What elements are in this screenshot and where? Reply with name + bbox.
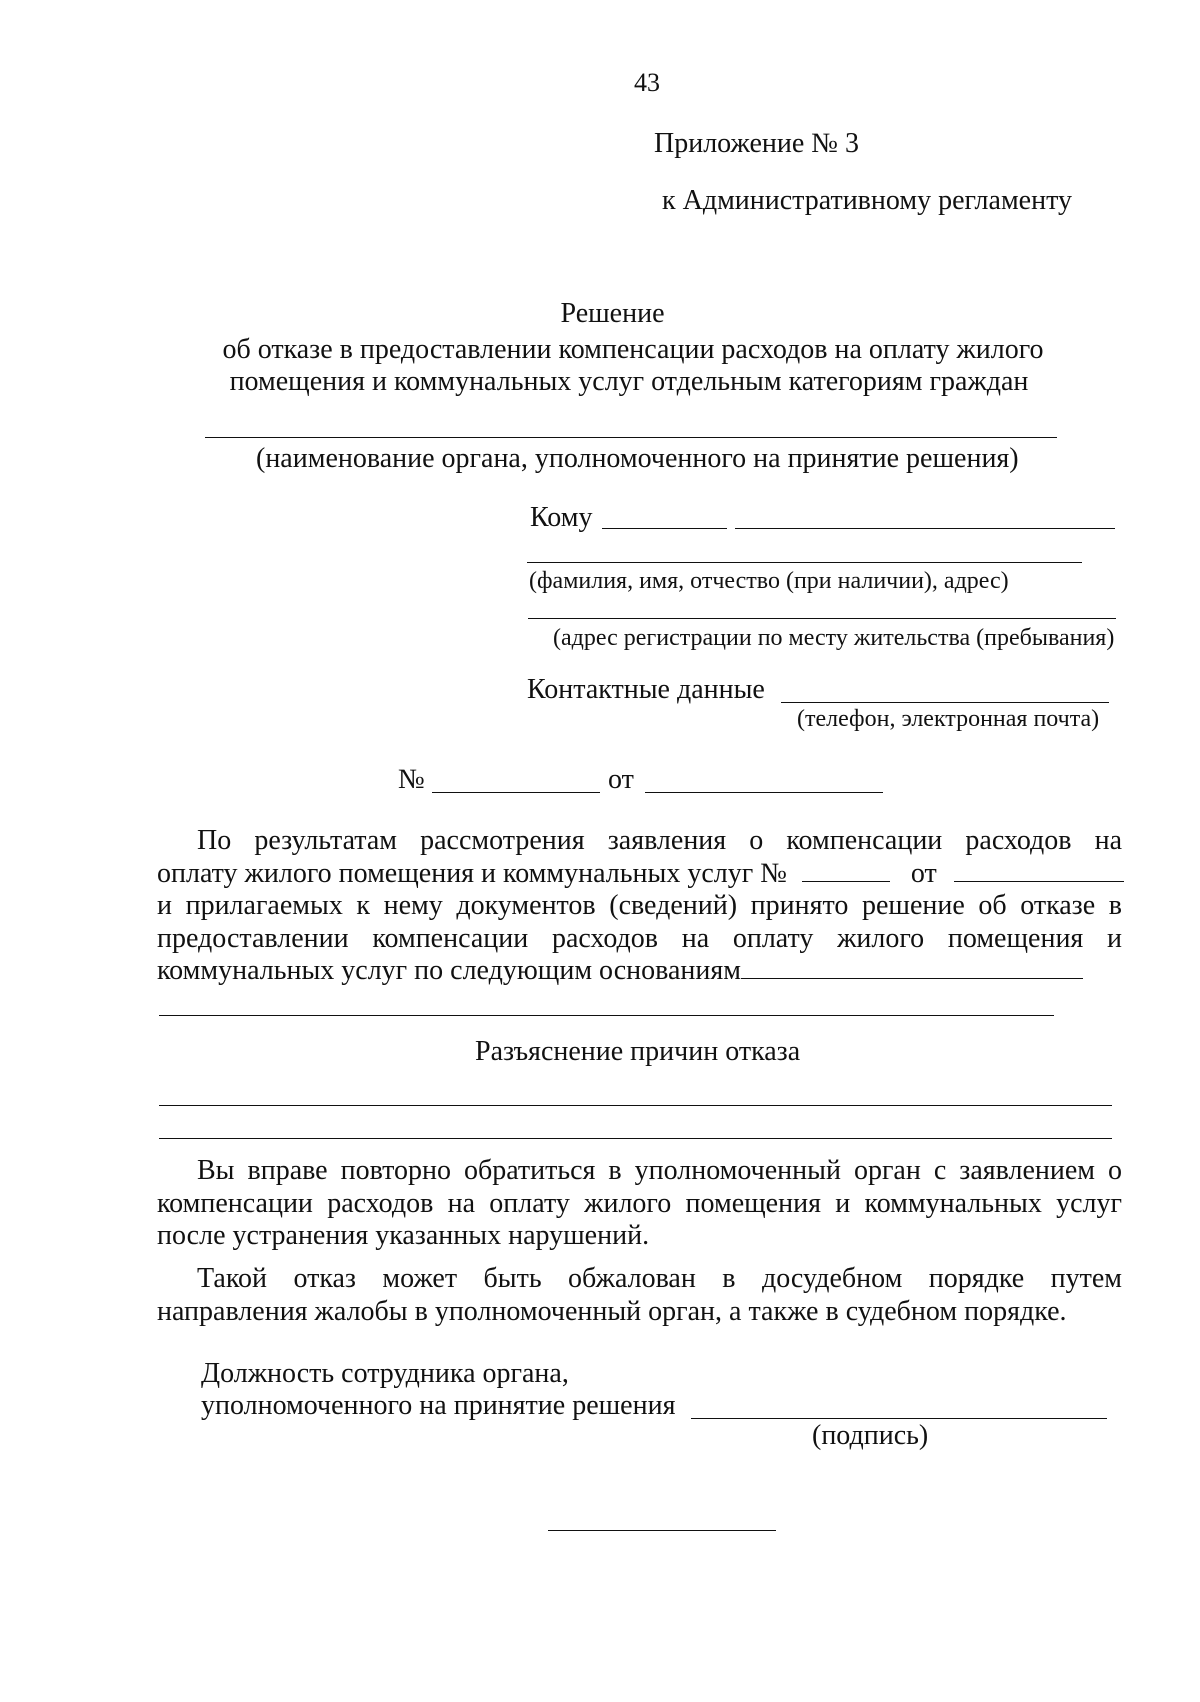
appendix-subtitle: к Административному регламенту bbox=[662, 185, 1072, 216]
recipient-label: Кому bbox=[530, 502, 593, 533]
signature-position-line2: уполномоченного на принятие решения bbox=[201, 1390, 676, 1421]
page-number: 43 bbox=[634, 68, 660, 97]
contacts-caption: (телефон, электронная почта) bbox=[797, 706, 1100, 732]
recipient-field-1[interactable] bbox=[602, 528, 727, 529]
grounds-line-2[interactable] bbox=[159, 1015, 1054, 1016]
appendix-title: Приложение № 3 bbox=[654, 128, 859, 159]
explanation-line-2[interactable] bbox=[159, 1138, 1112, 1139]
p2-line2: компенсации расходов на оплату жилого помещения и коммунальных услуг bbox=[157, 1187, 1122, 1219]
from-label: от bbox=[608, 764, 634, 795]
recipient-address-line[interactable] bbox=[528, 618, 1116, 619]
p2-line3: после устранения указанных нарушений. bbox=[157, 1220, 650, 1251]
contacts-label: Контактные данные bbox=[527, 674, 765, 705]
recipient-address-caption: (адрес регистрации по месту жительства (пребывания) bbox=[553, 625, 1115, 651]
application-date-field[interactable] bbox=[954, 859, 1124, 882]
number-sign: № bbox=[398, 764, 425, 795]
date-field[interactable] bbox=[645, 792, 883, 793]
decision-title: Решение bbox=[560, 298, 665, 329]
p2-line1: Вы вправе повторно обратиться в уполномоченный орган с заявлением о bbox=[197, 1155, 1122, 1186]
p1-line2-from: от bbox=[910, 857, 937, 889]
contacts-line[interactable] bbox=[781, 702, 1109, 703]
recipient-name-caption: (фамилия, имя, отчество (при наличии), адрес) bbox=[529, 568, 1009, 594]
recipient-name-line[interactable] bbox=[527, 562, 1082, 563]
p1-line2-text: оплату жилого помещения и коммунальных услуг № bbox=[157, 857, 787, 889]
decision-paragraph bbox=[157, 825, 1122, 988]
grounds-field[interactable] bbox=[741, 956, 1083, 979]
authority-line bbox=[205, 437, 1057, 438]
number-field[interactable] bbox=[432, 792, 600, 793]
authority-caption: (наименование органа, уполномоченного на принятие решения) bbox=[256, 443, 1019, 474]
explanation-title: Разъяснение причин отказа bbox=[475, 1036, 801, 1067]
appeal-paragraph bbox=[157, 1263, 1122, 1328]
closing-separator bbox=[548, 1530, 776, 1531]
recipient-field-2[interactable] bbox=[735, 528, 1115, 529]
p1-line4: предоставлении компенсации расходов на оплату жилого помещения и bbox=[157, 922, 1122, 954]
reapply-paragraph bbox=[157, 1155, 1122, 1253]
signature-position-line1: Должность сотрудника органа, bbox=[201, 1358, 569, 1389]
p1-line5: коммунальных услуг по следующим основаниям bbox=[157, 955, 741, 986]
p1-line3: и прилагаемых к нему документов (сведений) принято решение об отказе в bbox=[157, 890, 1122, 921]
p1-line1: По результатам рассмотрения заявления о компенсации расходов на bbox=[197, 825, 1122, 856]
p3-line1: Такой отказ может быть обжалован в досудебном порядке путем bbox=[197, 1263, 1122, 1294]
decision-subtitle-line1: об отказе в предоставлении компенсации расходов на оплату жилого bbox=[222, 334, 1044, 365]
explanation-line-1[interactable] bbox=[159, 1105, 1112, 1106]
signature-line[interactable] bbox=[691, 1418, 1107, 1419]
decision-subtitle-line2: помещения и коммунальных услуг отдельным категориям граждан bbox=[229, 366, 1029, 397]
p3-line2: направления жалобы в уполномоченный орган, а также в судебном порядке. bbox=[157, 1295, 1067, 1327]
signature-caption: (подпись) bbox=[812, 1420, 929, 1451]
application-number-field[interactable] bbox=[802, 859, 890, 882]
